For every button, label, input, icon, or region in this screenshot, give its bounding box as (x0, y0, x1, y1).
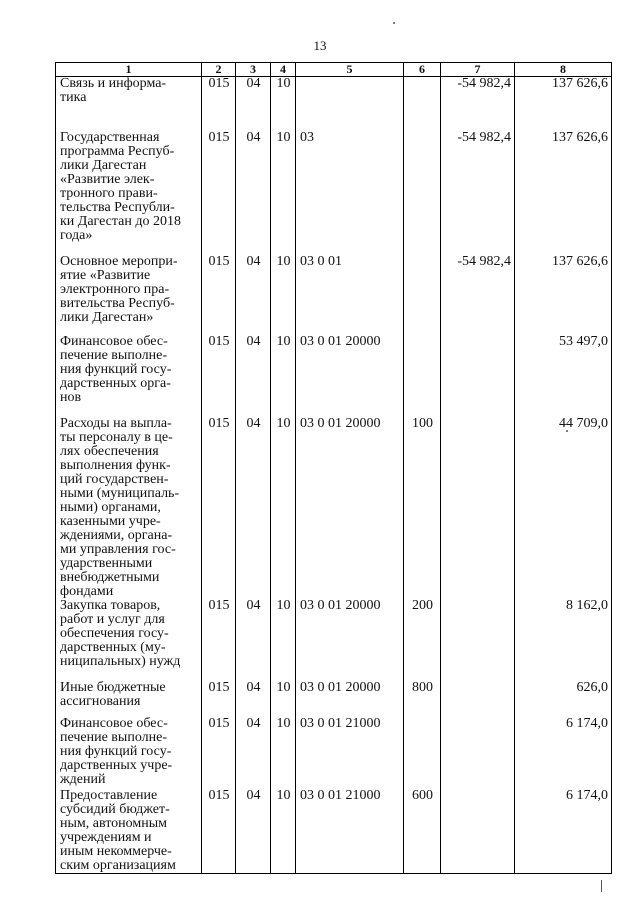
table-row (56, 717, 612, 789)
table-row (56, 131, 612, 255)
cell-c6: 600 (404, 789, 441, 874)
row-name (56, 131, 202, 255)
row-name-line: ными) органами, (60, 499, 161, 515)
cell-c6: 200 (404, 599, 441, 681)
table-row (56, 417, 612, 599)
cell-c3: 04 (236, 681, 271, 717)
row-name-line: учреждениям и (60, 829, 152, 845)
cell-c4: 10 (271, 599, 296, 681)
cell-c7 (441, 417, 515, 599)
cell-c4: 10 (271, 335, 296, 417)
row-name (56, 599, 202, 681)
row-name-line: тика (60, 90, 87, 105)
row-name-line: обеспечения госу- (60, 625, 169, 641)
cell-c8: 8 162,0 (515, 599, 612, 681)
cell-c7: -54 982,4 (441, 255, 515, 335)
scan-speck (566, 430, 568, 432)
column-header: 4 (271, 63, 296, 77)
row-name-line: Предоставление (60, 788, 158, 803)
row-name-line: ассигнования (60, 693, 141, 709)
row-name-line: Расходы на выпла- (60, 416, 172, 431)
row-name-line: нов (60, 389, 82, 405)
row-name-line: ния функций госу- (60, 361, 172, 377)
row-name-line: Финансовое обес- (60, 334, 168, 349)
cell-c5 (296, 77, 404, 131)
row-name-line: лики Дагестан (60, 157, 147, 173)
cell-c8: 137 626,6 (515, 77, 612, 131)
row-name-line: выполнения функ- (60, 457, 171, 473)
cell-c7 (441, 599, 515, 681)
column-header: 6 (404, 63, 441, 77)
row-name-line: работ и услуг для (60, 611, 165, 627)
table-row (56, 681, 612, 717)
cell-c5: 03 0 01 20000 (296, 599, 404, 681)
row-name-line: ным, автономным (60, 815, 168, 831)
row-name (56, 789, 202, 874)
row-name-line: лики Дагестан» (60, 309, 154, 325)
cell-c8: 137 626,6 (515, 255, 612, 335)
cell-c3: 04 (236, 417, 271, 599)
row-name-line: Связь и информа- (60, 76, 167, 91)
row-name-line: лях обеспечения (60, 443, 159, 459)
scan-speck (601, 880, 602, 892)
cell-c7 (441, 789, 515, 874)
page-number: 13 (313, 38, 327, 53)
cell-c3: 04 (236, 599, 271, 681)
row-name (56, 717, 202, 789)
cell-c2: 015 (202, 255, 236, 335)
row-name-line: Иные бюджетные (60, 680, 166, 695)
cell-c7 (441, 335, 515, 417)
cell-c2: 015 (202, 681, 236, 717)
cell-c5: 03 0 01 21000 (296, 717, 404, 789)
cell-c5: 03 (296, 131, 404, 255)
row-name (56, 335, 202, 417)
row-name-line: дарственных орга- (60, 375, 171, 391)
column-header: 8 (515, 63, 612, 77)
row-name-line: года» (60, 227, 93, 243)
cell-c8: 137 626,6 (515, 131, 612, 255)
column-header: 5 (296, 63, 404, 77)
row-name-line: печение выполне- (60, 347, 167, 363)
cell-c4: 10 (271, 717, 296, 789)
row-name (56, 681, 202, 717)
cell-c6 (404, 255, 441, 335)
row-name-line: тронного прави- (60, 185, 158, 201)
row-name-line: ятие «Развитие (60, 267, 151, 283)
cell-c6 (404, 131, 441, 255)
row-name-line: Основное меропри- (60, 254, 178, 269)
cell-c6 (404, 335, 441, 417)
row-name-line: субсидий бюджет- (60, 801, 170, 817)
row-name-line: фондами (60, 583, 114, 599)
table-body (56, 77, 612, 874)
row-name-line: Закупка товаров, (60, 598, 161, 613)
cell-c8: 53 497,0 (515, 335, 612, 417)
column-header: 3 (236, 63, 271, 77)
cell-c2: 015 (202, 335, 236, 417)
cell-c4: 10 (271, 131, 296, 255)
row-name-line: ми управления гос- (60, 541, 176, 557)
row-name-line: вительства Респуб- (60, 295, 175, 311)
cell-c2: 015 (202, 789, 236, 874)
cell-c3: 04 (236, 255, 271, 335)
cell-c8: 6 174,0 (515, 717, 612, 789)
cell-c5: 03 0 01 20000 (296, 681, 404, 717)
cell-c4: 10 (271, 789, 296, 874)
cell-c7: -54 982,4 (441, 131, 515, 255)
cell-c3: 04 (236, 131, 271, 255)
row-name-line: Государственная (60, 130, 160, 145)
cell-c2: 015 (202, 77, 236, 131)
row-name-line: дарственных учре- (60, 757, 173, 773)
row-name-line: иным некоммерче- (60, 843, 172, 859)
row-name (56, 77, 202, 131)
row-name-line: внебюджетными (60, 569, 160, 585)
column-header: 1 (56, 63, 202, 77)
cell-c2: 015 (202, 417, 236, 599)
row-name-line: «Развитие элек- (60, 171, 155, 187)
row-name-line: ки Дагестан до 2018 (60, 213, 182, 229)
cell-c3: 04 (236, 77, 271, 131)
cell-c3: 04 (236, 335, 271, 417)
cell-c6 (404, 77, 441, 131)
header-row (56, 63, 612, 77)
row-name-line: программа Респуб- (60, 143, 175, 159)
column-header: 2 (202, 63, 236, 77)
row-name-line: казенными учре- (60, 513, 161, 529)
row-name-line: ций государствен- (60, 471, 169, 487)
cell-c5: 03 0 01 (296, 255, 404, 335)
cell-c3: 04 (236, 789, 271, 874)
scan-speck (393, 22, 395, 24)
cell-c8: 626,0 (515, 681, 612, 717)
cell-c5: 03 0 01 20000 (296, 335, 404, 417)
row-name-line: ждений (60, 771, 106, 787)
row-name (56, 417, 202, 599)
row-name-line: дарственных (му- (60, 639, 166, 655)
row-name-line: ударственными (60, 555, 153, 571)
cell-c4: 10 (271, 681, 296, 717)
row-name-line: ским организациям (60, 857, 176, 873)
table-row (56, 789, 612, 874)
cell-c2: 015 (202, 599, 236, 681)
table-row (56, 255, 612, 335)
cell-c4: 10 (271, 255, 296, 335)
row-name-line: ты персоналу в це- (60, 429, 173, 445)
cell-c5: 03 0 01 21000 (296, 789, 404, 874)
column-header: 7 (441, 63, 515, 77)
budget-table (55, 62, 612, 874)
cell-c3: 04 (236, 717, 271, 789)
cell-c4: 10 (271, 77, 296, 131)
cell-c2: 015 (202, 131, 236, 255)
cell-c6 (404, 717, 441, 789)
cell-c2: 015 (202, 717, 236, 789)
cell-c4: 10 (271, 417, 296, 599)
row-name-line: ждениями, органа- (60, 527, 173, 543)
cell-c6: 800 (404, 681, 441, 717)
row-name-line: тельства Республи- (60, 199, 175, 215)
table-row (56, 599, 612, 681)
cell-c6: 100 (404, 417, 441, 599)
cell-c7: -54 982,4 (441, 77, 515, 131)
row-name (56, 255, 202, 335)
row-name-line: печение выполне- (60, 729, 167, 745)
cell-c7 (441, 717, 515, 789)
table-row (56, 77, 612, 131)
table-row (56, 335, 612, 417)
row-name-line: ния функций госу- (60, 743, 172, 759)
row-name-line: Финансовое обес- (60, 716, 168, 731)
row-name-line: ниципальных) нужд (60, 653, 181, 669)
cell-c8: 6 174,0 (515, 789, 612, 874)
row-name-line: ными (муниципаль- (60, 485, 180, 501)
row-name-line: электронного пра- (60, 281, 170, 297)
cell-c8: 44 709,0 (515, 417, 612, 599)
cell-c5: 03 0 01 20000 (296, 417, 404, 599)
cell-c7 (441, 681, 515, 717)
